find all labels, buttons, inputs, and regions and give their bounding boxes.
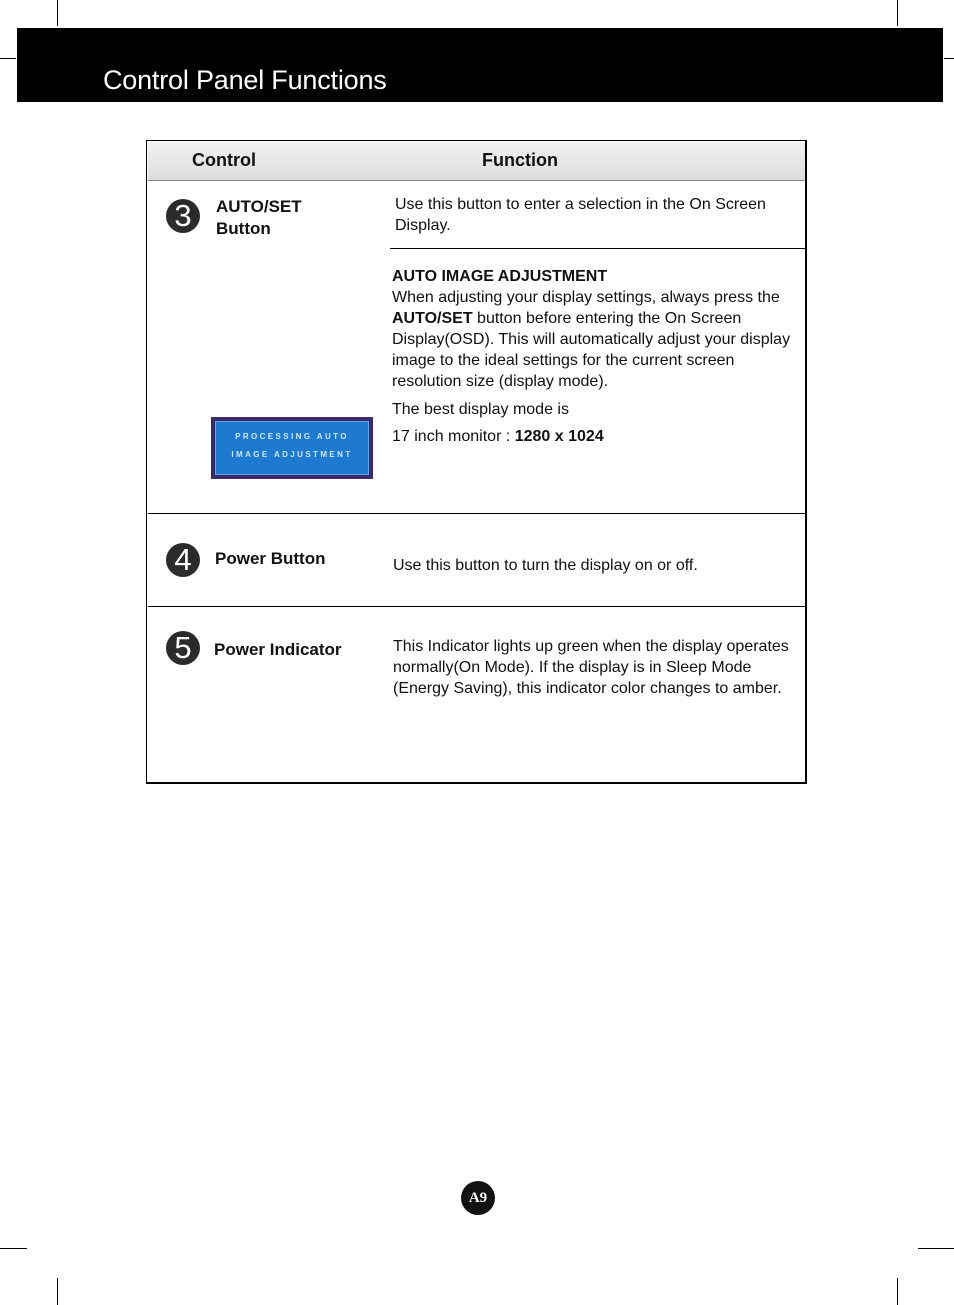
- auto-adjust-bold: AUTO/SET: [392, 310, 473, 327]
- osd-message-line: IMAGE ADJUSTMENT: [231, 450, 353, 459]
- number-4-icon: 4: [166, 543, 200, 577]
- column-header-function: Function: [482, 150, 558, 170]
- page-number-badge: A9: [461, 1181, 495, 1215]
- osd-message-image: [211, 417, 373, 479]
- table-header: [148, 142, 805, 181]
- crop-mark: [918, 1248, 954, 1249]
- number-5-icon: 5: [166, 631, 200, 665]
- crop-mark: [944, 58, 954, 59]
- page-title: Control Panel Functions: [103, 65, 387, 95]
- column-header-control: Control: [192, 150, 256, 170]
- monitor-resolution: 1280 x 1024: [514, 428, 604, 445]
- osd-message-line: PROCESSING AUTO: [235, 432, 349, 441]
- control-label-power-button: Power Button: [215, 549, 326, 568]
- auto-adjust-paragraph: [392, 287, 800, 392]
- power-indicator-description: This Indicator lights up green when the display operates normally(On Mode). If the display is in Sleep Mode (Energy Saving), this indicator color changes to amber.: [393, 638, 789, 697]
- power-button-description: Use this button to turn the display on or off.: [393, 557, 698, 574]
- control-label-autoset: [216, 196, 302, 240]
- crop-mark: [897, 1278, 898, 1305]
- auto-adjust-heading: AUTO IMAGE ADJUSTMENT: [392, 268, 608, 285]
- crop-mark: [0, 1248, 27, 1249]
- control-label-line: Button: [216, 219, 271, 238]
- row-divider: [148, 513, 807, 514]
- crop-mark: [57, 1278, 58, 1305]
- osd-message-panel: [215, 421, 369, 475]
- row-divider: [148, 606, 807, 607]
- number-3-icon: 3: [166, 199, 200, 233]
- header-bar: [17, 28, 943, 102]
- crop-mark: [897, 0, 898, 26]
- monitor-resolution-line: [392, 426, 604, 447]
- auto-adjust-text: When adjusting your display settings, always press the: [392, 289, 780, 306]
- best-mode-line: The best display mode is: [392, 401, 569, 418]
- row-divider-partial: [390, 248, 807, 249]
- autoset-description: Use this button to enter a selection in the On Screen Display.: [395, 196, 766, 234]
- crop-mark: [57, 0, 58, 26]
- control-label-line: AUTO/SET: [216, 197, 302, 216]
- monitor-prefix: 17 inch monitor :: [392, 428, 515, 445]
- control-label-power-indicator: Power Indicator: [214, 640, 342, 659]
- auto-adjust-text: button before entering the On Screen Display(OSD). This will automatically adjust your display image to the ideal settings for the current screen resolution size (display mode).: [392, 310, 791, 390]
- crop-mark: [0, 58, 16, 59]
- auto-adjust-section: [392, 266, 800, 392]
